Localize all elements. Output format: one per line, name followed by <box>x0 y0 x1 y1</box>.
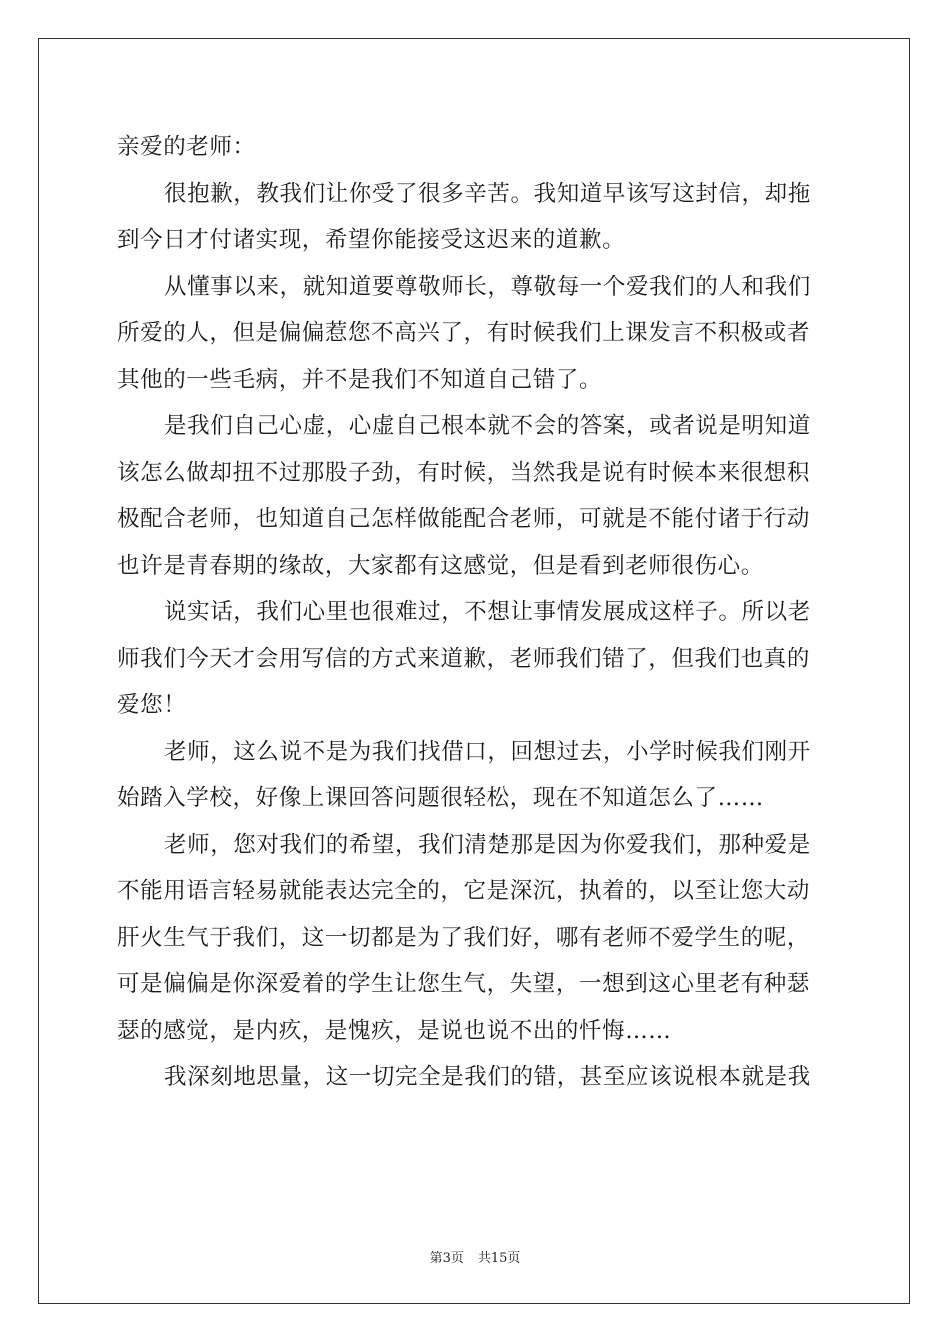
text-line: 很抱歉，教我们让你受了很多辛苦。我知道早该写这封信，却拖 <box>164 180 811 207</box>
text-line: 我深刻地思量，这一切完全是我们的错，甚至应该说根本就是我 <box>164 1064 811 1090</box>
text-line: 不能用语言轻易就能表达完全的，它是深沉，执着的，以至让您大动 <box>117 878 811 904</box>
text-line: 从懂事以来，就知道要尊敬师长，尊敬每一个爱我们的人和我们 <box>164 273 811 300</box>
text-line: 师我们今天才会用写信的方式来道歉，老师我们错了，但我们也真的 <box>117 645 811 672</box>
text-line: 到今日才付诸实现，希望你能接受这迟来的道歉。 <box>117 227 626 253</box>
page-total: 共15页 <box>477 1251 521 1266</box>
text-line: 老师，这么说不是为我们找借口，回想过去，小学时候我们刚开 <box>164 738 811 765</box>
text-line: 爱您！ <box>117 692 187 718</box>
text-line: 肝火生气于我们，这一切都是为了我们好，哪有老师不爱学生的呢， <box>117 924 811 951</box>
text-line: 是我们自己心虚，心虚自己根本就不会的答案，或者说是明知道 <box>164 413 811 439</box>
salutation-line: 亲爱的老师： <box>117 134 256 160</box>
text-line: 可是偏偏是你深爱着的学生让您生气，失望，一想到这心里老有种瑟 <box>117 971 811 997</box>
text-line: 所爱的人，但是偏偏惹您不高兴了，有时候我们上课发言不积极或者 <box>117 320 811 346</box>
page-number: 第3页 <box>429 1251 464 1266</box>
letter-body <box>117 124 833 1101</box>
text-line: 该怎么做却扭不过那股子劲，有时候，当然我是说有时候本来很想积 <box>117 459 811 486</box>
text-line: 瑟的感觉，是内疚，是愧疚，是说也说不出的忏悔…… <box>117 1017 672 1044</box>
text-line: 极配合老师，也知道自己怎样做能配合老师，可就是不能付诸于行动 <box>117 506 811 532</box>
text-line: 其他的一些毛病，并不是我们不知道自己错了。 <box>117 366 603 393</box>
page-footer <box>0 1247 950 1266</box>
text-line: 始踏入学校，好像上课回答问题很轻松，现在不知道怎么了…… <box>117 785 764 811</box>
text-line: 也许是青春期的缘故，大家都有这感觉，但是看到老师很伤心。 <box>117 552 764 579</box>
text-line: 说实话，我们心里也很难过，不想让事情发展成这样子。所以老 <box>164 599 811 625</box>
text-line: 老师，您对我们的希望，我们清楚那是因为你爱我们，那种爱是 <box>164 831 811 858</box>
